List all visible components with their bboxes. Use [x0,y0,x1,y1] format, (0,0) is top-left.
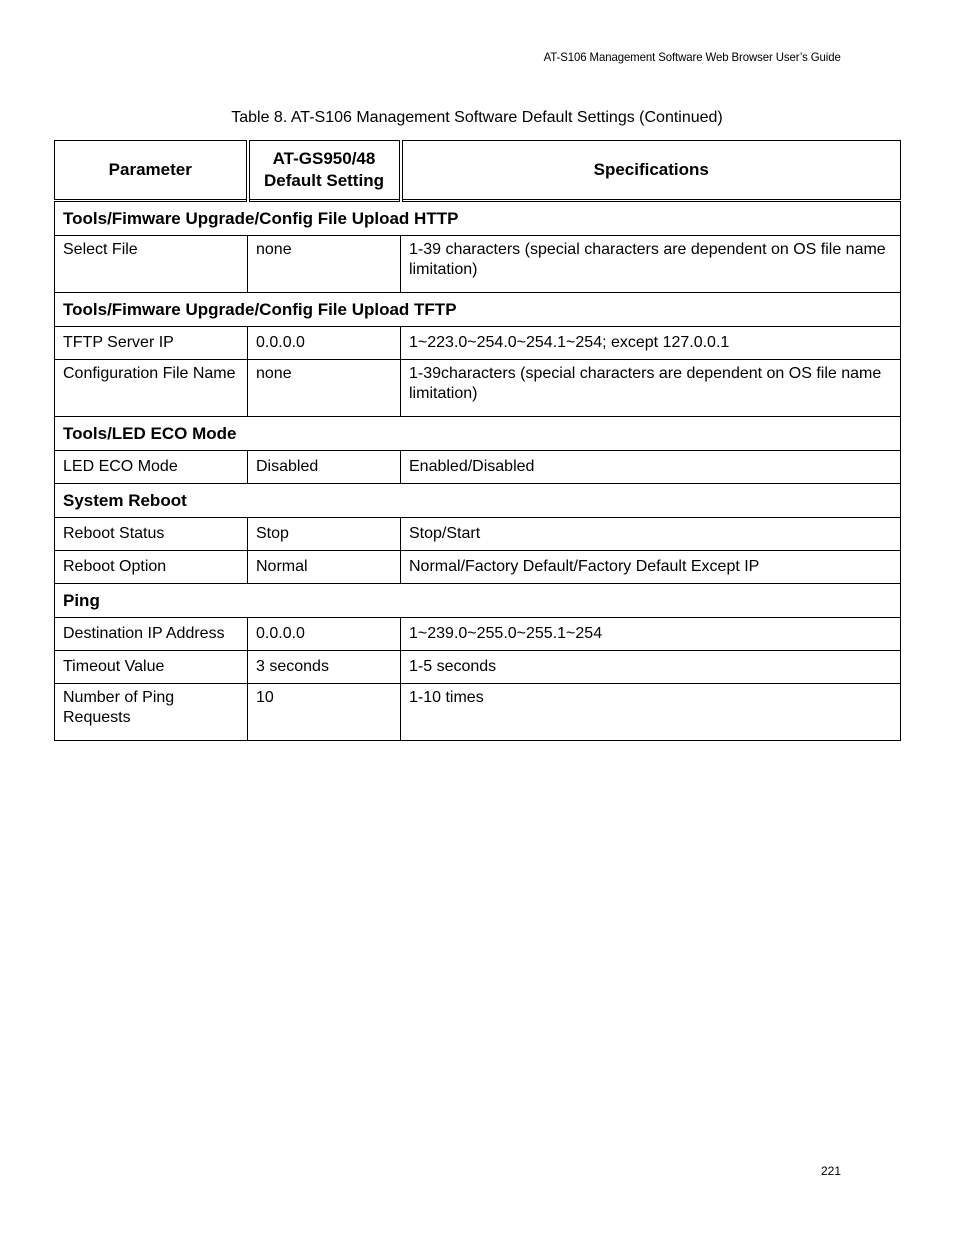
cell-default: none [248,360,401,417]
cell-parameter: Timeout Value [55,651,248,684]
cell-default: 0.0.0.0 [248,618,401,651]
section-title: Tools/LED ECO Mode [55,417,901,451]
cell-default: 0.0.0.0 [248,327,401,360]
cell-spec: Enabled/Disabled [401,451,901,484]
cell-spec: 1-5 seconds [401,651,901,684]
cell-parameter: Reboot Status [55,518,248,551]
table-row [55,327,901,360]
cell-spec: Stop/Start [401,518,901,551]
table-row [55,518,901,551]
table-header-row [55,141,901,201]
column-header-default-setting-line1: AT-GS950/48 [272,149,376,168]
section-title: Tools/Fimware Upgrade/Config File Upload TFTP [55,293,901,327]
table-row [55,451,901,484]
column-header-default-setting-line2: Default Setting [264,171,384,190]
section-title: Ping [55,584,901,618]
column-header-specifications: Specifications [401,141,901,201]
section-row [55,417,901,451]
table-row [55,236,901,293]
section-row [55,293,901,327]
section-row [55,584,901,618]
cell-parameter: Reboot Option [55,551,248,584]
section-title: Tools/Fimware Upgrade/Config File Upload HTTP [55,201,901,236]
cell-default: 3 seconds [248,651,401,684]
cell-parameter: Destination IP Address [55,618,248,651]
table-row [55,360,901,417]
cell-default: Normal [248,551,401,584]
column-header-default-setting [248,141,401,201]
cell-spec: Normal/Factory Default/Factory Default Except IP [401,551,901,584]
cell-spec: 1-10 times [401,684,901,741]
table-row [55,618,901,651]
column-header-parameter: Parameter [55,141,248,201]
cell-default: Disabled [248,451,401,484]
default-settings-table [54,140,901,741]
table-row [55,551,901,584]
cell-parameter: TFTP Server IP [55,327,248,360]
cell-spec: 1-39 characters (special characters are dependent on OS file name limitation) [401,236,901,293]
section-row [55,201,901,236]
table-caption: Table 8. AT-S106 Management Software Default Settings (Continued) [231,109,723,126]
cell-parameter: LED ECO Mode [55,451,248,484]
cell-spec: 1~239.0~255.0~255.1~254 [401,618,901,651]
cell-parameter: Number of Ping Requests [55,684,248,741]
table-row [55,651,901,684]
table-row [55,684,901,741]
cell-spec: 1~223.0~254.0~254.1~254; except 127.0.0.1 [401,327,901,360]
table-body [55,201,901,741]
page-number: 221 [820,1164,841,1178]
cell-parameter: Select File [55,236,248,293]
cell-parameter: Configuration File Name [55,360,248,417]
section-row [55,484,901,518]
running-header: AT-S106 Management Software Web Browser User’s Guide [543,50,841,64]
section-title: System Reboot [55,484,901,518]
cell-default: 10 [248,684,401,741]
cell-default: none [248,236,401,293]
cell-default: Stop [248,518,401,551]
cell-spec: 1-39characters (special characters are dependent on OS file name limitation) [401,360,901,417]
